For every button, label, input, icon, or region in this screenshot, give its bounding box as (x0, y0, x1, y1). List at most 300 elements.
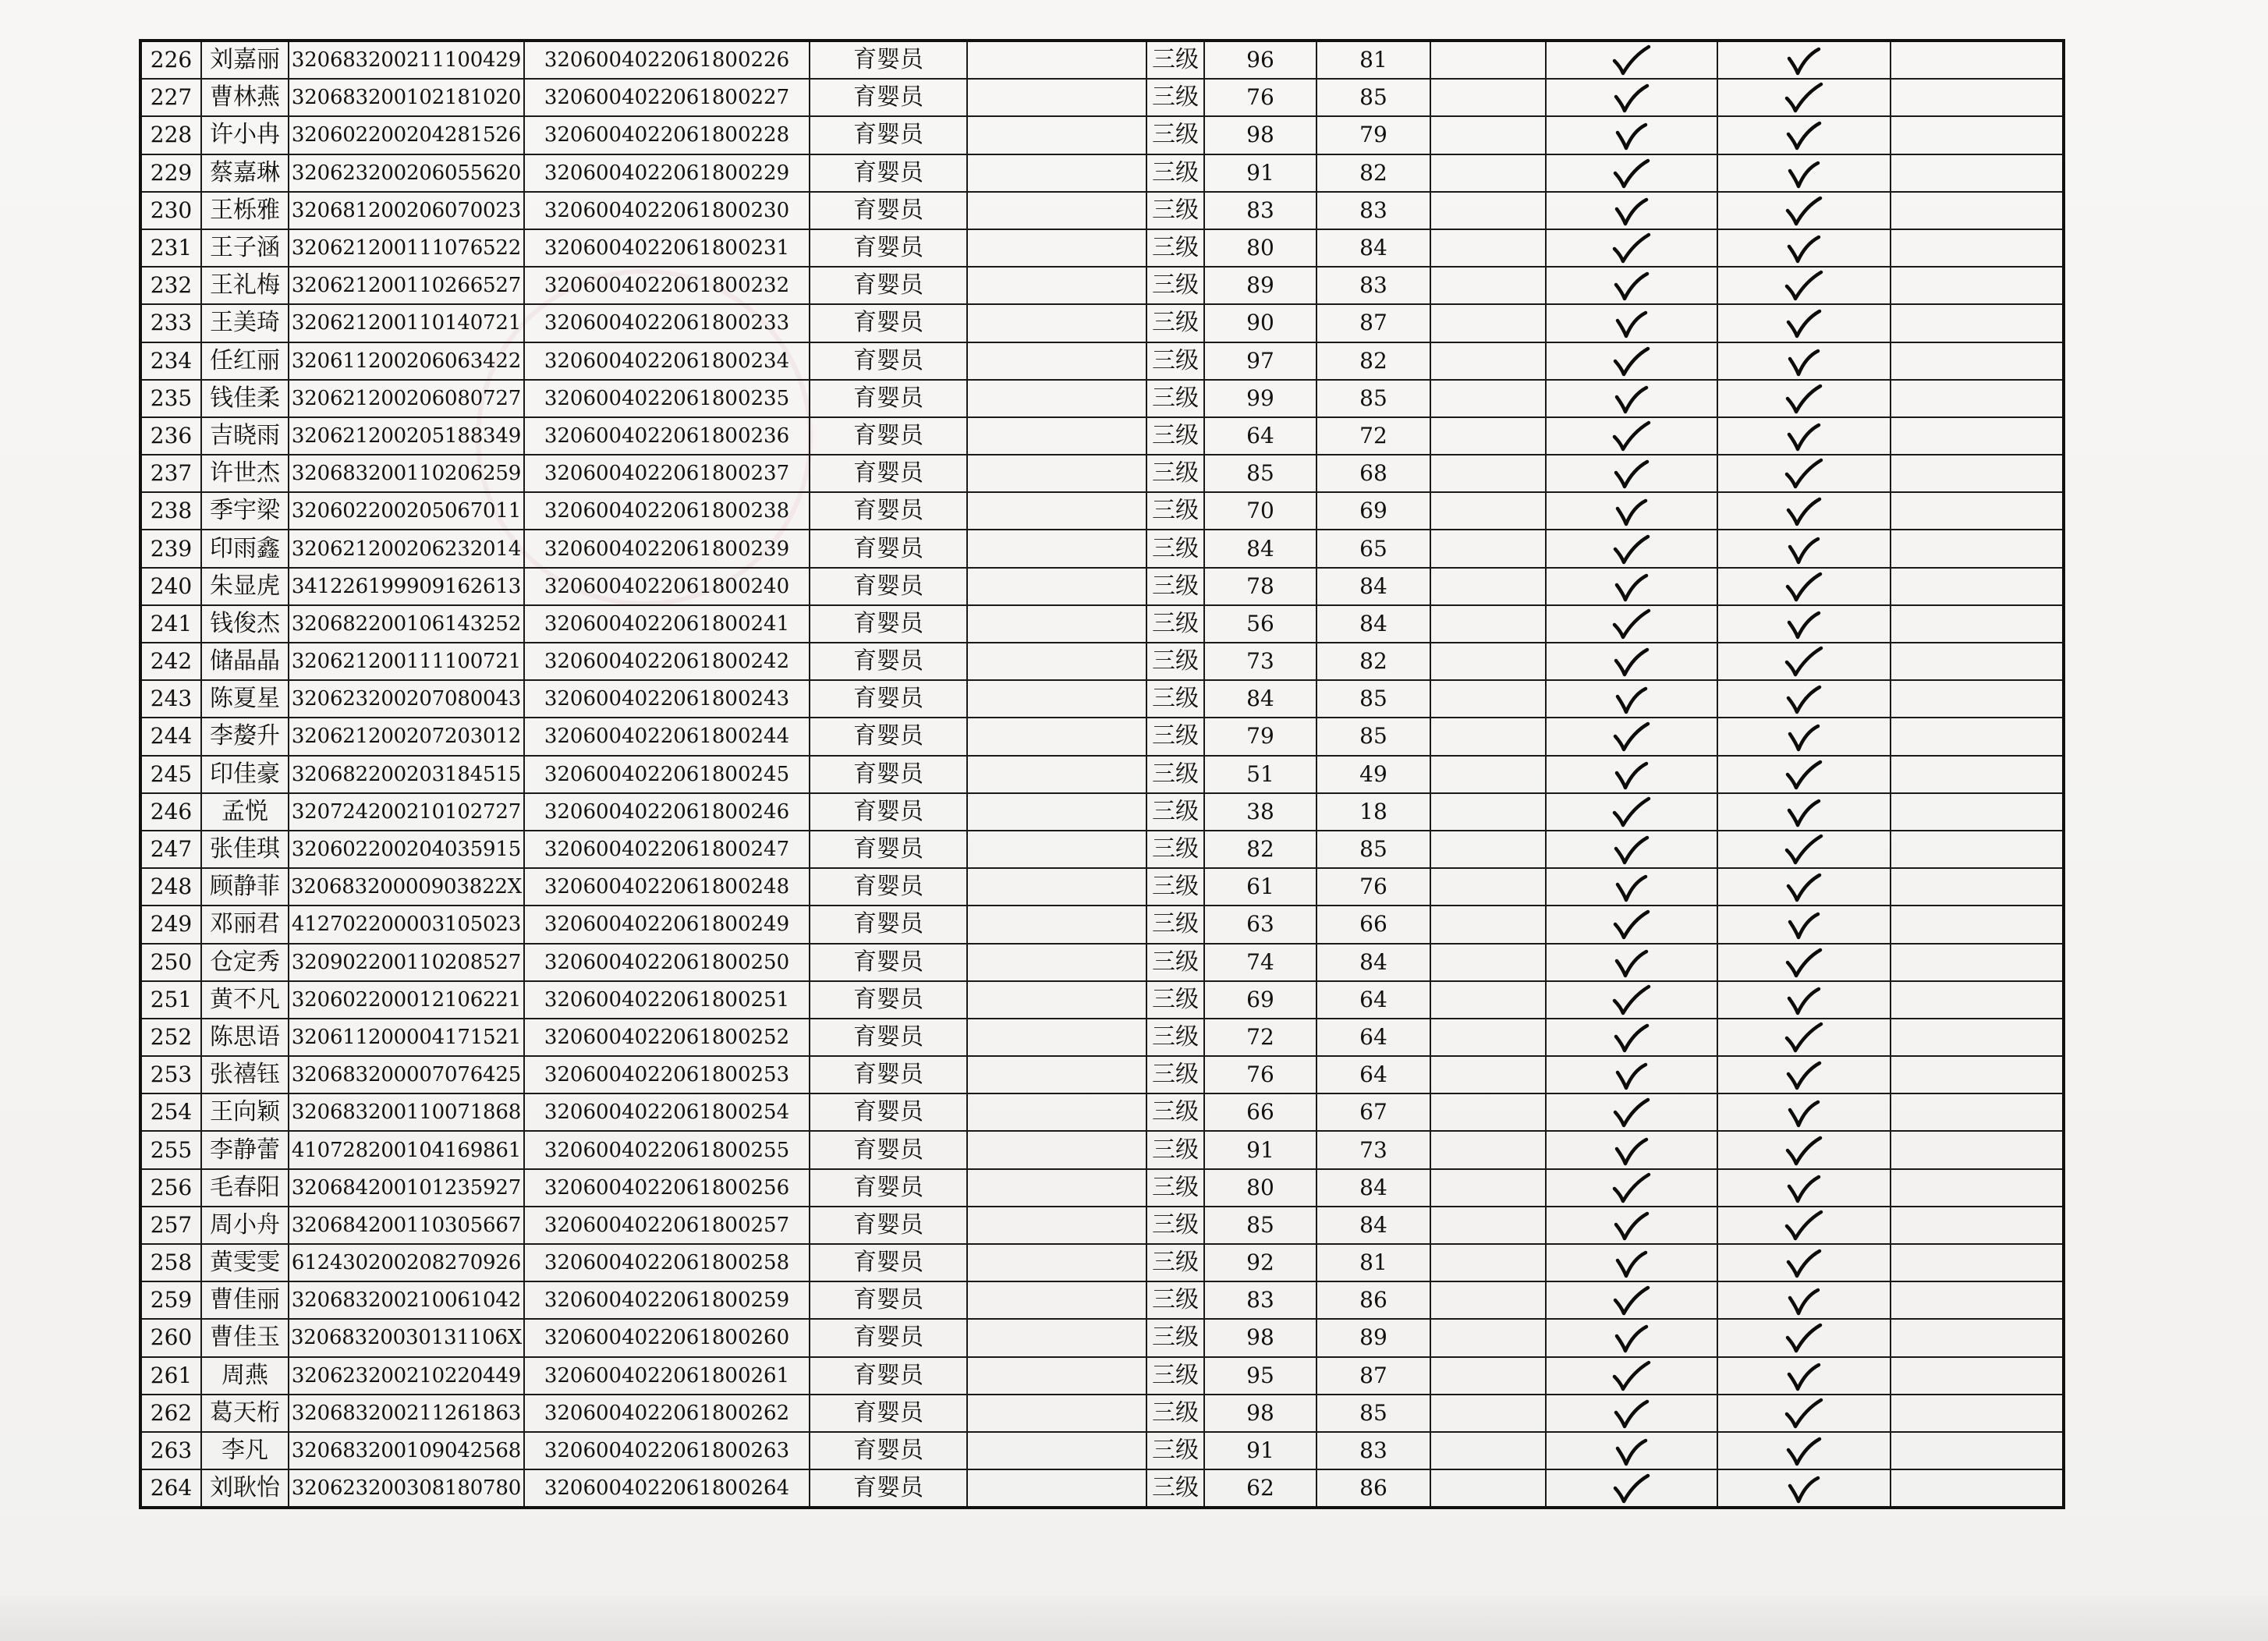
occupation-cell: 育婴员 (810, 1319, 967, 1356)
handwritten-check-mark-icon (1782, 796, 1826, 828)
blank-cell (1891, 342, 2064, 380)
table-row (140, 1169, 2064, 1207)
theory-score-cell: 80 (1204, 1169, 1317, 1207)
level-cell: 三级 (1146, 1432, 1204, 1469)
name-cell: 顾静菲 (201, 868, 289, 906)
check-cell-1 (1546, 1432, 1717, 1469)
table-row (140, 41, 2064, 79)
check-cell-2 (1717, 1244, 1891, 1281)
blank-cell (967, 1019, 1146, 1056)
handwritten-check-mark-icon (1782, 457, 1826, 490)
level-cell: 三级 (1146, 831, 1204, 868)
handwritten-check-mark-icon (1782, 44, 1826, 76)
blank-cell (1430, 868, 1546, 906)
table-row (140, 267, 2064, 304)
name-cell: 许世杰 (201, 455, 289, 492)
handwritten-check-mark-icon (1782, 984, 1826, 1016)
blank-cell (1891, 530, 2064, 567)
blank-cell (1891, 41, 2064, 79)
handwritten-check-mark-icon (1782, 81, 1826, 114)
blank-cell (967, 643, 1146, 680)
check-cell-1 (1546, 793, 1717, 831)
handwritten-check-mark-icon (1610, 984, 1653, 1016)
handwritten-check-mark-icon (1610, 946, 1653, 979)
check-cell-1 (1546, 1395, 1717, 1432)
certificate-number-cell: 3206004022061800235 (524, 380, 810, 417)
handwritten-check-mark-icon (1782, 1284, 1826, 1317)
theory-score-cell: 72 (1204, 1019, 1317, 1056)
table-row (140, 1395, 2064, 1432)
seq-cell: 237 (140, 455, 201, 492)
seq-cell: 241 (140, 605, 201, 643)
level-cell: 三级 (1146, 568, 1204, 605)
check-cell-2 (1717, 1319, 1891, 1356)
name-cell: 孟悦 (201, 793, 289, 831)
seq-cell: 230 (140, 192, 201, 229)
level-cell: 三级 (1146, 116, 1204, 154)
blank-cell (1430, 342, 1546, 380)
blank-cell (1430, 192, 1546, 229)
table-row (140, 1056, 2064, 1093)
blank-cell (1430, 1169, 1546, 1207)
name-cell: 王栎雅 (201, 192, 289, 229)
check-cell-1 (1546, 154, 1717, 192)
check-cell-1 (1546, 756, 1717, 793)
handwritten-check-mark-icon (1610, 157, 1653, 190)
blank-cell (1430, 1019, 1546, 1056)
seq-cell: 231 (140, 229, 201, 267)
certificate-number-cell: 3206004022061800255 (524, 1131, 810, 1168)
name-cell: 黄不凡 (201, 981, 289, 1019)
name-cell: 陈夏星 (201, 680, 289, 718)
blank-cell (967, 455, 1146, 492)
skill-score-cell: 18 (1317, 793, 1430, 831)
handwritten-check-mark-icon (1610, 870, 1653, 903)
theory-score-cell: 91 (1204, 154, 1317, 192)
blank-cell (1430, 417, 1546, 455)
blank-cell (1891, 116, 2064, 154)
theory-score-cell: 82 (1204, 831, 1317, 868)
check-cell-1 (1546, 831, 1717, 868)
level-cell: 三级 (1146, 417, 1204, 455)
blank-cell (1891, 492, 2064, 530)
handwritten-check-mark-icon (1610, 420, 1653, 452)
theory-score-cell: 84 (1204, 680, 1317, 718)
table-row (140, 1319, 2064, 1356)
level-cell: 三级 (1146, 380, 1204, 417)
check-cell-2 (1717, 1019, 1891, 1056)
theory-score-cell: 95 (1204, 1357, 1317, 1395)
blank-cell (1430, 455, 1546, 492)
handwritten-check-mark-icon (1782, 1209, 1826, 1242)
occupation-cell: 育婴员 (810, 41, 967, 79)
handwritten-check-mark-icon (1610, 1246, 1653, 1279)
certificate-number-cell: 3206004022061800245 (524, 756, 810, 793)
level-cell: 三级 (1146, 455, 1204, 492)
blank-cell (1430, 116, 1546, 154)
id-number-cell: 320621200110140721 (289, 304, 524, 342)
seq-cell: 250 (140, 944, 201, 981)
level-cell: 三级 (1146, 1469, 1204, 1508)
occupation-cell: 育婴员 (810, 1207, 967, 1244)
check-cell-2 (1717, 1131, 1891, 1168)
table-row (140, 1469, 2064, 1508)
id-number-cell: 320602200204035915 (289, 831, 524, 868)
check-cell-2 (1717, 868, 1891, 906)
blank-cell (1430, 1319, 1546, 1356)
certificate-number-cell: 3206004022061800232 (524, 267, 810, 304)
handwritten-check-mark-icon (1610, 44, 1653, 76)
seq-cell: 229 (140, 154, 201, 192)
check-cell-1 (1546, 568, 1717, 605)
handwritten-check-mark-icon (1782, 720, 1826, 753)
blank-cell (1891, 229, 2064, 267)
blank-cell (1891, 981, 2064, 1019)
theory-score-cell: 84 (1204, 530, 1317, 567)
level-cell: 三级 (1146, 1207, 1204, 1244)
certificate-number-cell: 3206004022061800254 (524, 1093, 810, 1131)
blank-cell (1891, 154, 2064, 192)
handwritten-check-mark-icon (1782, 870, 1826, 903)
check-cell-2 (1717, 229, 1891, 267)
check-cell-1 (1546, 417, 1717, 455)
seq-cell: 238 (140, 492, 201, 530)
theory-score-cell: 61 (1204, 868, 1317, 906)
id-number-cell: 341226199909162613 (289, 568, 524, 605)
blank-cell (1891, 793, 2064, 831)
blank-cell (967, 154, 1146, 192)
theory-score-cell: 69 (1204, 981, 1317, 1019)
handwritten-check-mark-icon (1610, 345, 1653, 377)
check-cell-1 (1546, 342, 1717, 380)
handwritten-check-mark-icon (1782, 758, 1826, 791)
certificate-number-cell: 3206004022061800247 (524, 831, 810, 868)
name-cell: 周燕 (201, 1357, 289, 1395)
check-cell-1 (1546, 116, 1717, 154)
name-cell: 仓定秀 (201, 944, 289, 981)
table-row (140, 1019, 2064, 1056)
table-row (140, 116, 2064, 154)
id-number-cell: 32068320030131106X (289, 1319, 524, 1356)
blank-cell (967, 342, 1146, 380)
occupation-cell: 育婴员 (810, 680, 967, 718)
handwritten-check-mark-icon (1610, 720, 1653, 753)
name-cell: 葛天桁 (201, 1395, 289, 1432)
theory-score-cell: 83 (1204, 192, 1317, 229)
blank-cell (967, 304, 1146, 342)
seq-cell: 226 (140, 41, 201, 79)
skill-score-cell: 85 (1317, 831, 1430, 868)
level-cell: 三级 (1146, 1357, 1204, 1395)
name-cell: 王美琦 (201, 304, 289, 342)
handwritten-check-mark-icon (1782, 1434, 1826, 1467)
name-cell: 储晶晶 (201, 643, 289, 680)
occupation-cell: 育婴员 (810, 793, 967, 831)
skill-score-cell: 82 (1317, 643, 1430, 680)
blank-cell (967, 267, 1146, 304)
skill-score-cell: 89 (1317, 1319, 1430, 1356)
blank-cell (1430, 304, 1546, 342)
name-cell: 吉晓雨 (201, 417, 289, 455)
check-cell-1 (1546, 229, 1717, 267)
blank-cell (1891, 1319, 2064, 1356)
id-number-cell: 410728200104169861 (289, 1131, 524, 1168)
name-cell: 王向颖 (201, 1093, 289, 1131)
occupation-cell: 育婴员 (810, 192, 967, 229)
check-cell-2 (1717, 981, 1891, 1019)
occupation-cell: 育婴员 (810, 756, 967, 793)
theory-score-cell: 76 (1204, 1056, 1317, 1093)
handwritten-check-mark-icon (1610, 533, 1653, 565)
table-row (140, 492, 2064, 530)
skill-score-cell: 85 (1317, 79, 1430, 116)
id-number-cell: 320602200205067011 (289, 492, 524, 530)
blank-cell (1891, 831, 2064, 868)
handwritten-check-mark-icon (1610, 570, 1653, 603)
handwritten-check-mark-icon (1610, 382, 1653, 415)
seq-cell: 259 (140, 1281, 201, 1319)
check-cell-1 (1546, 1169, 1717, 1207)
certificate-number-cell: 3206004022061800244 (524, 718, 810, 755)
level-cell: 三级 (1146, 868, 1204, 906)
seq-cell: 246 (140, 793, 201, 831)
occupation-cell: 育婴员 (810, 116, 967, 154)
id-number-cell: 320724200210102727 (289, 793, 524, 831)
id-number-cell: 412702200003105023 (289, 906, 524, 943)
name-cell: 印雨鑫 (201, 530, 289, 567)
handwritten-check-mark-icon (1610, 194, 1653, 227)
blank-cell (967, 492, 1146, 530)
blank-cell (1430, 831, 1546, 868)
skill-score-cell: 83 (1317, 267, 1430, 304)
occupation-cell: 育婴员 (810, 1432, 967, 1469)
table-row (140, 643, 2064, 680)
handwritten-check-mark-icon (1610, 457, 1653, 490)
id-number-cell: 320682200203184515 (289, 756, 524, 793)
skill-score-cell: 49 (1317, 756, 1430, 793)
blank-cell (1891, 1432, 2064, 1469)
blank-cell (1891, 380, 2064, 417)
name-cell: 任红丽 (201, 342, 289, 380)
check-cell-1 (1546, 304, 1717, 342)
occupation-cell: 育婴员 (810, 1131, 967, 1168)
certificate-number-cell: 3206004022061800253 (524, 1056, 810, 1093)
blank-cell (967, 831, 1146, 868)
check-cell-2 (1717, 304, 1891, 342)
check-cell-2 (1717, 192, 1891, 229)
blank-cell (1891, 1395, 2064, 1432)
id-number-cell: 612430200208270926 (289, 1244, 524, 1281)
id-number-cell: 320621200111100721 (289, 643, 524, 680)
check-cell-2 (1717, 1357, 1891, 1395)
theory-score-cell: 97 (1204, 342, 1317, 380)
certificate-number-cell: 3206004022061800240 (524, 568, 810, 605)
certificate-number-cell: 3206004022061800258 (524, 1244, 810, 1281)
name-cell: 王礼梅 (201, 267, 289, 304)
certificate-number-cell: 3206004022061800250 (524, 944, 810, 981)
handwritten-check-mark-icon (1782, 1246, 1826, 1279)
certificate-number-cell: 3206004022061800230 (524, 192, 810, 229)
table-row (140, 304, 2064, 342)
handwritten-check-mark-icon (1610, 645, 1653, 678)
blank-cell (967, 229, 1146, 267)
name-cell: 钱佳柔 (201, 380, 289, 417)
seq-cell: 252 (140, 1019, 201, 1056)
skill-score-cell: 64 (1317, 981, 1430, 1019)
check-cell-1 (1546, 1357, 1717, 1395)
skill-score-cell: 87 (1317, 1357, 1430, 1395)
name-cell: 曹佳丽 (201, 1281, 289, 1319)
theory-score-cell: 91 (1204, 1131, 1317, 1168)
seq-cell: 262 (140, 1395, 201, 1432)
blank-cell (1891, 267, 2064, 304)
blank-cell (967, 79, 1146, 116)
occupation-cell: 育婴员 (810, 568, 967, 605)
check-cell-1 (1546, 1131, 1717, 1168)
certificate-number-cell: 3206004022061800252 (524, 1019, 810, 1056)
skill-score-cell: 76 (1317, 868, 1430, 906)
blank-cell (1430, 1469, 1546, 1508)
id-number-cell: 320683200109042568 (289, 1432, 524, 1469)
skill-score-cell: 84 (1317, 1207, 1430, 1244)
handwritten-check-mark-icon (1610, 758, 1653, 791)
blank-cell (1891, 192, 2064, 229)
id-number-cell: 320681200206070023 (289, 192, 524, 229)
blank-cell (1430, 605, 1546, 643)
check-cell-2 (1717, 568, 1891, 605)
blank-cell (1430, 568, 1546, 605)
blank-cell (967, 1056, 1146, 1093)
table-row (140, 680, 2064, 718)
skill-score-cell: 82 (1317, 154, 1430, 192)
blank-cell (1430, 1056, 1546, 1093)
check-cell-1 (1546, 455, 1717, 492)
check-cell-2 (1717, 1093, 1891, 1131)
name-cell: 毛春阳 (201, 1169, 289, 1207)
seq-cell: 251 (140, 981, 201, 1019)
blank-cell (967, 718, 1146, 755)
table-row (140, 192, 2064, 229)
occupation-cell: 育婴员 (810, 492, 967, 530)
check-cell-1 (1546, 1019, 1717, 1056)
certificate-number-cell: 3206004022061800264 (524, 1469, 810, 1508)
certificate-number-cell: 3206004022061800228 (524, 116, 810, 154)
blank-cell (1891, 1131, 2064, 1168)
id-number-cell: 320683200210061042 (289, 1281, 524, 1319)
blank-cell (1891, 1056, 2064, 1093)
handwritten-check-mark-icon (1782, 1134, 1826, 1167)
name-cell: 蔡嘉琳 (201, 154, 289, 192)
handwritten-check-mark-icon (1610, 682, 1653, 715)
blank-cell (1430, 756, 1546, 793)
skill-score-cell: 84 (1317, 944, 1430, 981)
table-row (140, 229, 2064, 267)
check-cell-1 (1546, 906, 1717, 943)
level-cell: 三级 (1146, 1319, 1204, 1356)
handwritten-check-mark-icon (1782, 946, 1826, 979)
handwritten-check-mark-icon (1782, 533, 1826, 565)
handwritten-check-mark-icon (1782, 1359, 1826, 1392)
name-cell: 曹佳玉 (201, 1319, 289, 1356)
blank-cell (967, 1244, 1146, 1281)
handwritten-check-mark-icon (1782, 645, 1826, 678)
check-cell-1 (1546, 492, 1717, 530)
theory-score-cell: 78 (1204, 568, 1317, 605)
check-cell-2 (1717, 718, 1891, 755)
theory-score-cell: 99 (1204, 380, 1317, 417)
certificate-number-cell: 3206004022061800262 (524, 1395, 810, 1432)
blank-cell (967, 605, 1146, 643)
id-number-cell: 320682200106143252 (289, 605, 524, 643)
name-cell: 钱俊杰 (201, 605, 289, 643)
occupation-cell: 育婴员 (810, 1093, 967, 1131)
id-number-cell: 320683200110071868 (289, 1093, 524, 1131)
table-row (140, 1281, 2064, 1319)
blank-cell (1430, 154, 1546, 192)
blank-cell (1891, 1169, 2064, 1207)
blank-cell (1891, 568, 2064, 605)
certificate-number-cell: 3206004022061800260 (524, 1319, 810, 1356)
handwritten-check-mark-icon (1782, 345, 1826, 377)
blank-cell (967, 1357, 1146, 1395)
level-cell: 三级 (1146, 1093, 1204, 1131)
theory-score-cell: 38 (1204, 793, 1317, 831)
theory-score-cell: 96 (1204, 41, 1317, 79)
theory-score-cell: 89 (1204, 267, 1317, 304)
handwritten-check-mark-icon (1782, 382, 1826, 415)
certificate-number-cell: 3206004022061800251 (524, 981, 810, 1019)
handwritten-check-mark-icon (1610, 1171, 1653, 1204)
handwritten-check-mark-icon (1782, 570, 1826, 603)
check-cell-1 (1546, 1207, 1717, 1244)
blank-cell (1430, 680, 1546, 718)
skill-score-cell: 69 (1317, 492, 1430, 530)
certificate-number-cell: 3206004022061800237 (524, 455, 810, 492)
check-cell-1 (1546, 1056, 1717, 1093)
name-cell: 印佳豪 (201, 756, 289, 793)
blank-cell (967, 868, 1146, 906)
check-cell-2 (1717, 267, 1891, 304)
certificate-number-cell: 3206004022061800233 (524, 304, 810, 342)
certificate-number-cell: 3206004022061800259 (524, 1281, 810, 1319)
level-cell: 三级 (1146, 79, 1204, 116)
id-number-cell: 320683200102181020 (289, 79, 524, 116)
check-cell-2 (1717, 1469, 1891, 1508)
seq-cell: 255 (140, 1131, 201, 1168)
occupation-cell: 育婴员 (810, 868, 967, 906)
handwritten-check-mark-icon (1782, 1321, 1826, 1354)
handwritten-check-mark-icon (1782, 1171, 1826, 1204)
occupation-cell: 育婴员 (810, 417, 967, 455)
skill-score-cell: 81 (1317, 1244, 1430, 1281)
blank-cell (1430, 1131, 1546, 1168)
blank-cell (1430, 1432, 1546, 1469)
check-cell-1 (1546, 1093, 1717, 1131)
table-row (140, 605, 2064, 643)
seq-cell: 243 (140, 680, 201, 718)
check-cell-1 (1546, 1319, 1717, 1356)
occupation-cell: 育婴员 (810, 342, 967, 380)
blank-cell (1891, 906, 2064, 943)
level-cell: 三级 (1146, 756, 1204, 793)
theory-score-cell: 85 (1204, 1207, 1317, 1244)
occupation-cell: 育婴员 (810, 1281, 967, 1319)
seq-cell: 260 (140, 1319, 201, 1356)
id-number-cell: 320621200110266527 (289, 267, 524, 304)
certificate-number-cell: 3206004022061800257 (524, 1207, 810, 1244)
handwritten-check-mark-icon (1610, 1096, 1653, 1129)
handwritten-check-mark-icon (1782, 420, 1826, 452)
